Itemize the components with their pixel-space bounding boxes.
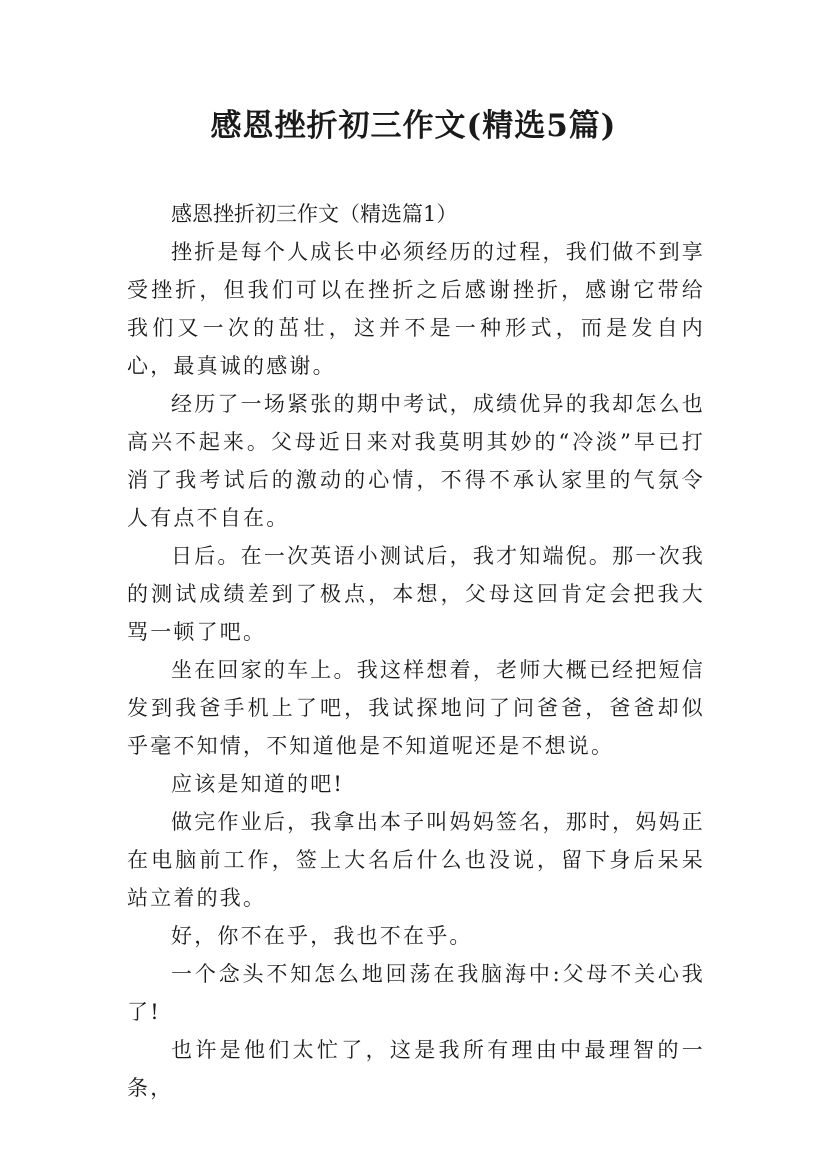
paragraph: 经历了一场紧张的期中考试，成绩优异的我却怎么也高兴不起来。父母近日来对我莫明其妙的“冷淡”早已打消了我考试后的激动的心情，不得不承认家里的气氛令人有点不自在。 — [127, 392, 705, 530]
paragraph: 日后。在一次英语小测试后，我才知端倪。那一次我的测试成绩差到了极点，本想，父母这回肯定会把我大骂一顿了吧。 — [127, 544, 705, 644]
paragraph: 一个念头不知怎么地回荡在我脑海中:父母不关心我了! — [127, 962, 705, 1024]
document-body — [127, 195, 705, 1107]
section-heading: 感恩挫折初三作文（精选篇1） — [171, 202, 458, 226]
paragraph: 坐在回家的车上。我这样想着，老师大概已经把短信发到我爸手机上了吧，我试探地问了问爸爸，爸爸却似乎毫不知情，不知道他是不知道呢还是不想说。 — [127, 658, 705, 758]
document-title: 感恩挫折初三作文(精选5篇) — [210, 108, 617, 144]
paragraph: 做完作业后，我拿出本子叫妈妈签名，那时，妈妈正在电脑前工作，签上大名后什么也没说，留下身后呆呆站立着的我。 — [127, 810, 705, 910]
paragraph: 应该是知道的吧! — [171, 772, 345, 796]
paragraph: 也许是他们太忙了，这是我所有理由中最理智的一条， — [127, 1038, 705, 1100]
paragraph: 好，你不在乎，我也不在乎。 — [171, 924, 473, 948]
paragraph: 挫折是每个人成长中必须经历的过程，我们做不到享受挫折，但我们可以在挫折之后感谢挫折，感谢它带给我们又一次的茁壮，这并不是一种形式，而是发自内心，最真诚的感谢。 — [127, 240, 705, 378]
